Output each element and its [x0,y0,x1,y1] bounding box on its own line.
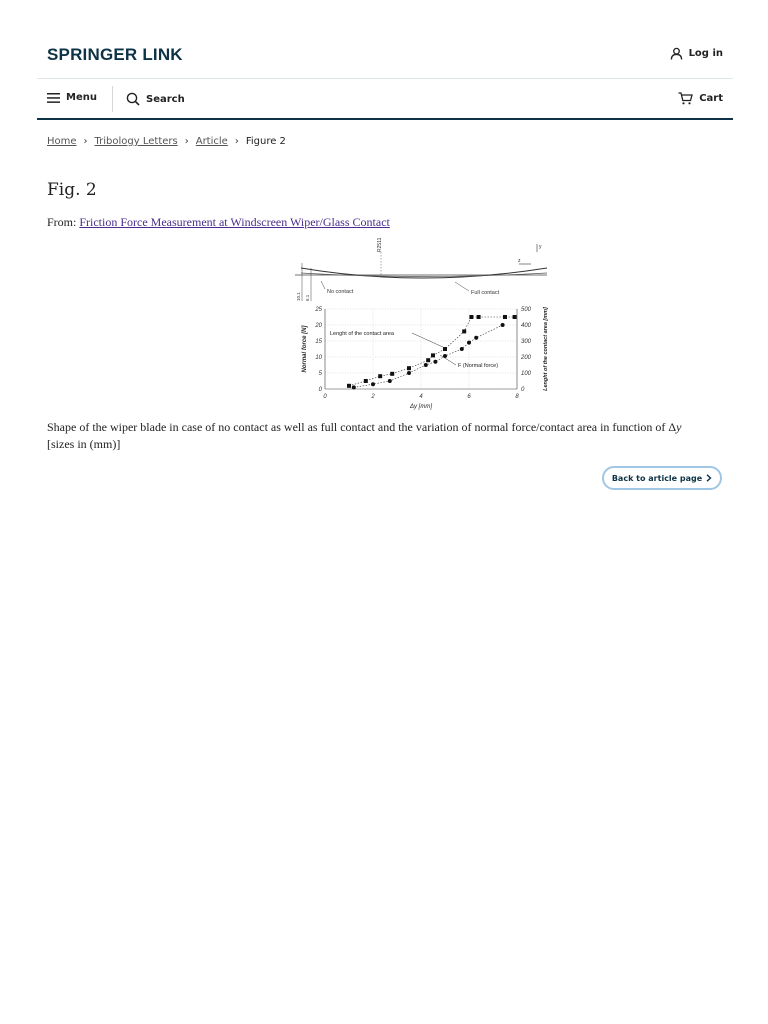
login-button[interactable] [670,47,723,60]
article-link[interactable]: Friction Force Measurement at Windscreen Wiper/Glass Contact [79,215,390,229]
data-point-square [513,315,517,319]
data-point-square [462,329,466,333]
cart-button[interactable] [678,92,723,105]
breadcrumb-home[interactable]: Home [47,136,77,147]
x-tick-label: 8 [515,394,519,400]
y2-tick-label: 100 [521,371,532,377]
y-axis-label: y [539,244,542,250]
chevron-right-icon [706,474,712,482]
cart-icon [678,92,693,105]
normal-force-leader [440,355,456,365]
full-contact-label: Full contact [471,290,500,296]
radius-label: R2511 [377,237,383,252]
breadcrumb-journal[interactable]: Tribology Letters [94,136,178,147]
figure-image[interactable] [255,237,549,412]
data-point-circle [371,382,375,386]
y-tick-label: 20 [315,323,322,329]
contact-area-leader [412,333,445,348]
y2-tick-label: 300 [521,339,532,345]
data-point-square [503,315,507,319]
y2-tick-label: 400 [521,323,532,329]
search-icon [126,92,140,106]
data-point-square [347,384,351,388]
data-point-circle [407,371,411,375]
data-point-circle [433,360,437,364]
data-point-circle [424,363,428,367]
user-icon [670,47,683,60]
y-axis-label: Normal force [N] [302,325,308,373]
series-label-normal-force: F (Normal force) [458,363,499,369]
data-point-square [477,315,481,319]
search-label: Search [146,93,185,105]
x-tick-label: 2 [371,394,375,400]
y2-tick-label: 0 [521,387,525,393]
no-contact-label: No contact [327,289,354,295]
data-point-square [431,353,435,357]
login-label: Log in [688,48,723,59]
data-point-circle [501,323,505,327]
data-point-square [407,366,411,370]
data-point-square [426,358,430,362]
x-tick-label: 6 [467,394,471,400]
chevron-right-icon: › [234,136,239,147]
y2-tick-label: 200 [521,355,532,361]
breadcrumb-article[interactable]: Article [195,136,228,147]
back-label: Back to article page [611,473,703,483]
hamburger-icon [47,93,60,103]
back-to-article-button[interactable] [602,466,722,490]
y2-axis-label: Lenght of the contact area [mm] [543,307,549,391]
series-label-contact-area: Lenght of the contact area [330,331,394,337]
chevron-right-icon: › [184,136,189,147]
x-tick-label: 0 [323,394,327,400]
no-contact-leader [321,281,325,289]
figure-chart [255,237,549,412]
nav-divider [112,86,113,112]
series-line [349,317,515,386]
figure-title: Fig. 2 [47,180,97,200]
y2-tick-label: 500 [521,307,532,313]
y-tick-label: 25 [315,307,322,313]
y-tick-label: 10 [315,355,322,361]
breadcrumb [47,136,286,147]
full-contact-leader [455,282,469,291]
caption-variable: y [676,420,682,434]
data-point-circle [352,385,356,389]
dimension-label: 10.1 [296,292,301,301]
figure-caption [47,419,727,453]
data-point-circle [388,379,392,383]
data-point-circle [467,341,471,345]
breadcrumb-current: Figure 2 [245,136,286,147]
x-tick-label: 4 [419,394,423,400]
cart-label: Cart [699,93,723,104]
page-container [37,0,733,483]
caption-text: Shape of the wiper blade in case of no contact as well as full contact and the variation of normal force/contact area in function of Δ [47,420,677,434]
y-tick-label: 5 [318,371,322,377]
z-axis-label: z [518,258,521,264]
dimension-label: 6.1 [305,294,310,301]
springer-link-logo[interactable]: SPRINGER LINK [47,45,183,64]
x-axis-label: Δy [mm] [409,404,433,410]
figure-source [47,215,390,230]
data-point-circle [474,336,478,340]
menu-button[interactable] [47,92,97,103]
data-point-circle [460,347,464,351]
caption-units: [sizes in (mm)] [47,437,121,451]
y-tick-label: 0 [318,387,322,393]
data-point-square [364,379,368,383]
nav-bar [37,79,733,120]
data-point-square [390,372,394,376]
y-tick-label: 15 [315,339,322,345]
top-header [37,0,733,79]
data-point-square [378,374,382,378]
data-point-square [469,315,473,319]
menu-label: Menu [66,92,97,103]
from-prefix: From: [47,215,77,229]
search-button[interactable] [126,92,185,106]
chevron-right-icon: › [83,136,88,147]
